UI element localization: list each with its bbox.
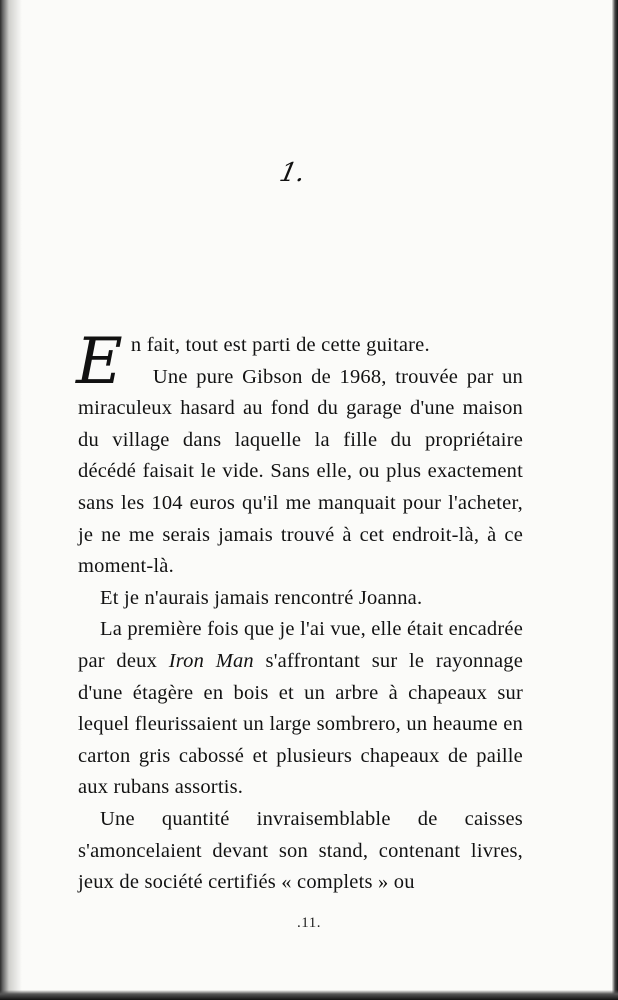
drop-cap: E (76, 325, 123, 399)
page-edge-bottom (0, 990, 618, 1000)
paragraph-3: Et je n'aurais jamais rencontré Joanna. (100, 586, 423, 609)
paragraph-4-text-b: s'affrontant sur le rayonnage d'une étagère en bois et un arbre à chapeaux sur lequel fleurissaient un large sombrero, un heaume en carton gris cabossé et plusieurs chapeaux de paille aux rubans assortis. (78, 649, 524, 799)
paragraph-2: Une pure Gibson de 1968, trouvée par un miraculeux hasard au fond du garage d'une maison du village dans laquelle la fille du propriétaire décédé faisait le vide. Sans elle, ou plus exactement sans les 104 euros qu'il me manquait pour l'acheter, je ne me serais jamais trouvé à cet endroit-là, à ce moment-là. (78, 365, 523, 578)
paragraph-1-text: n fait, tout est parti de cette guitare. (130, 334, 430, 356)
page-edge-right (612, 0, 618, 1000)
paragraph-1 (76, 325, 523, 399)
paragraph-5: Une quantité invraisemblable de caisses s'amoncelaient devant son stand, contenant livres, jeux de société certifiés « complets » ou (78, 807, 523, 894)
paragraph-4-emphasis: Iron Man (168, 649, 254, 672)
binding-shadow (0, 0, 22, 1000)
page-number: .11. (297, 915, 321, 931)
paragraph-4-text-a: La première fois que je l'ai vue, elle était encadrée par deux (78, 618, 523, 672)
paragraph-4 (78, 614, 523, 804)
chapter-number: 1. (276, 158, 309, 188)
chapter-body (76, 325, 524, 899)
